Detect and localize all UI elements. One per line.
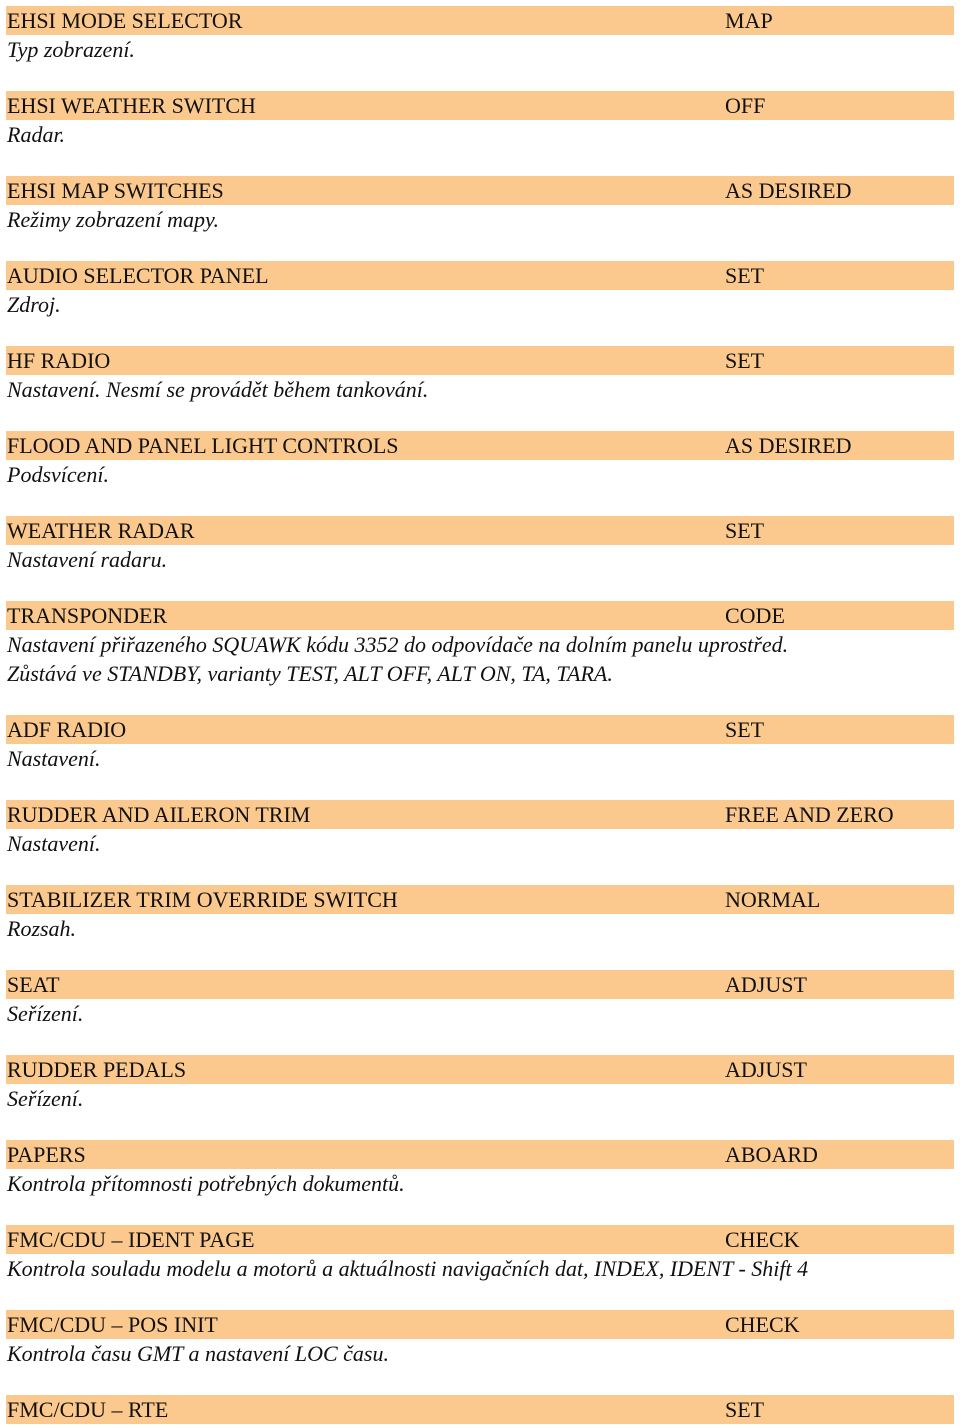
checklist-item-header: [6, 800, 954, 829]
checklist-item-action: CHECK: [725, 1312, 800, 1337]
checklist-item-name: AUDIO SELECTOR PANEL: [7, 263, 269, 288]
checklist-item-action: SET: [725, 348, 765, 373]
checklist-item: [0, 261, 960, 319]
checklist-item-header: [6, 1310, 954, 1339]
checklist-item-header: [6, 176, 954, 205]
checklist-item-name: FMC/CDU – POS INIT: [7, 1312, 218, 1337]
checklist-item-notes: [7, 35, 960, 64]
checklist-item: [0, 1395, 960, 1424]
checklist-item-note: Seřízení.: [7, 1001, 84, 1026]
checklist-item-note: Zdroj.: [7, 292, 61, 317]
checklist-item-action: ADJUST: [725, 972, 807, 997]
checklist-item-notes: [7, 205, 960, 234]
checklist-item-notes: [7, 1254, 960, 1283]
checklist-item-header: [6, 970, 954, 999]
checklist-item-notes: [7, 1169, 960, 1198]
checklist-item-note: Nastavení radaru.: [7, 547, 168, 572]
checklist-item-action: AS DESIRED: [725, 178, 852, 203]
checklist-item-note: Režimy zobrazení mapy.: [7, 207, 220, 232]
checklist-item-note: Radar.: [7, 122, 66, 147]
checklist-item-name: FLOOD AND PANEL LIGHT CONTROLS: [7, 433, 399, 458]
checklist: [0, 6, 960, 1424]
checklist-item: [0, 1055, 960, 1113]
checklist-item-note: Kontrola času GMT a nastavení LOC času.: [7, 1341, 389, 1366]
checklist-item: [0, 176, 960, 234]
checklist-item-name: STABILIZER TRIM OVERRIDE SWITCH: [7, 887, 398, 912]
checklist-item-notes: [7, 829, 960, 858]
checklist-item-note: Zůstává ve STANDBY, varianty TEST, ALT OFF, ALT ON, TA, TARA.: [7, 661, 613, 686]
checklist-item-notes: [7, 999, 960, 1028]
checklist-item-header: [6, 91, 954, 120]
checklist-item-header: [6, 261, 954, 290]
checklist-item: [0, 601, 960, 688]
checklist-item-note: Nastavení. Nesmí se provádět během tankování.: [7, 377, 429, 402]
checklist-item: [0, 800, 960, 858]
checklist-item-note: Typ zobrazení.: [7, 37, 135, 62]
checklist-item-notes: [7, 914, 960, 943]
checklist-item-notes: [7, 545, 960, 574]
checklist-item: [0, 970, 960, 1028]
checklist-item-action: CODE: [725, 603, 785, 628]
checklist-item: [0, 1140, 960, 1198]
checklist-item-note: Nastavení.: [7, 831, 101, 856]
checklist-item: [0, 91, 960, 149]
checklist-item: [0, 346, 960, 404]
checklist-item-notes: [7, 630, 960, 688]
checklist-item-name: RUDDER PEDALS: [7, 1057, 187, 1082]
checklist-item-action: SET: [725, 518, 765, 543]
checklist-item: [0, 1225, 960, 1283]
checklist-item-name: FMC/CDU – IDENT PAGE: [7, 1227, 255, 1252]
checklist-item-header: [6, 1395, 954, 1424]
checklist-item-notes: [7, 460, 960, 489]
checklist-item-name: FMC/CDU – RTE: [7, 1397, 169, 1422]
checklist-item-note: Kontrola přítomnosti potřebných dokumentů.: [7, 1171, 405, 1196]
checklist-item: [0, 6, 960, 64]
checklist-item-note: Rozsah.: [7, 916, 77, 941]
checklist-item-name: RUDDER AND AILERON TRIM: [7, 802, 311, 827]
checklist-item-action: AS DESIRED: [725, 433, 852, 458]
checklist-item-header: [6, 601, 954, 630]
checklist-item-action: OFF: [725, 93, 766, 118]
checklist-item: [0, 1310, 960, 1368]
checklist-item: [0, 431, 960, 489]
checklist-item-note: Podsvícení.: [7, 462, 110, 487]
checklist-item-header: [6, 346, 954, 375]
checklist-item-name: EHSI WEATHER SWITCH: [7, 93, 256, 118]
checklist-item-name: ADF RADIO: [7, 717, 127, 742]
checklist-item-notes: [7, 1084, 960, 1113]
checklist-item-action: CHECK: [725, 1227, 800, 1252]
checklist-item-name: EHSI MODE SELECTOR: [7, 8, 243, 33]
checklist-item: [0, 516, 960, 574]
checklist-item-notes: [7, 290, 960, 319]
checklist-item-note: Kontrola souladu modelu a motorů a aktuálnosti navigačních dat, INDEX, IDENT - Shift 4: [7, 1256, 809, 1281]
checklist-item-action: SET: [725, 263, 765, 288]
checklist-item-name: SEAT: [7, 972, 60, 997]
checklist-item-notes: [7, 375, 960, 404]
checklist-item-name: TRANSPONDER: [7, 603, 168, 628]
checklist-item-header: [6, 715, 954, 744]
checklist-item: [0, 715, 960, 773]
checklist-item-notes: [7, 1339, 960, 1368]
checklist-item-header: [6, 1055, 954, 1084]
checklist-item-header: [6, 885, 954, 914]
checklist-item-header: [6, 431, 954, 460]
checklist-item-header: [6, 6, 954, 35]
checklist-item-action: MAP: [725, 8, 773, 33]
checklist-item-action: ADJUST: [725, 1057, 807, 1082]
checklist-item-action: SET: [725, 1397, 765, 1422]
checklist-item-notes: [7, 120, 960, 149]
checklist-item-header: [6, 1225, 954, 1254]
checklist-item-name: EHSI MAP SWITCHES: [7, 178, 224, 203]
checklist-item-action: ABOARD: [725, 1142, 818, 1167]
checklist-item-name: HF RADIO: [7, 348, 111, 373]
checklist-item-action: NORMAL: [725, 887, 821, 912]
checklist-item-name: WEATHER RADAR: [7, 518, 195, 543]
checklist-item-header: [6, 1140, 954, 1169]
checklist-item-action: FREE AND ZERO: [725, 802, 894, 827]
checklist-item-action: SET: [725, 717, 765, 742]
checklist-item-name: PAPERS: [7, 1142, 86, 1167]
checklist-item-header: [6, 516, 954, 545]
checklist-item: [0, 885, 960, 943]
checklist-item-note: Seřízení.: [7, 1086, 84, 1111]
checklist-item-notes: [7, 744, 960, 773]
checklist-item-note: Nastavení.: [7, 746, 101, 771]
checklist-item-note: Nastavení přiřazeného SQUAWK kódu 3352 do odpovídače na dolním panelu uprostřed.: [7, 632, 789, 657]
